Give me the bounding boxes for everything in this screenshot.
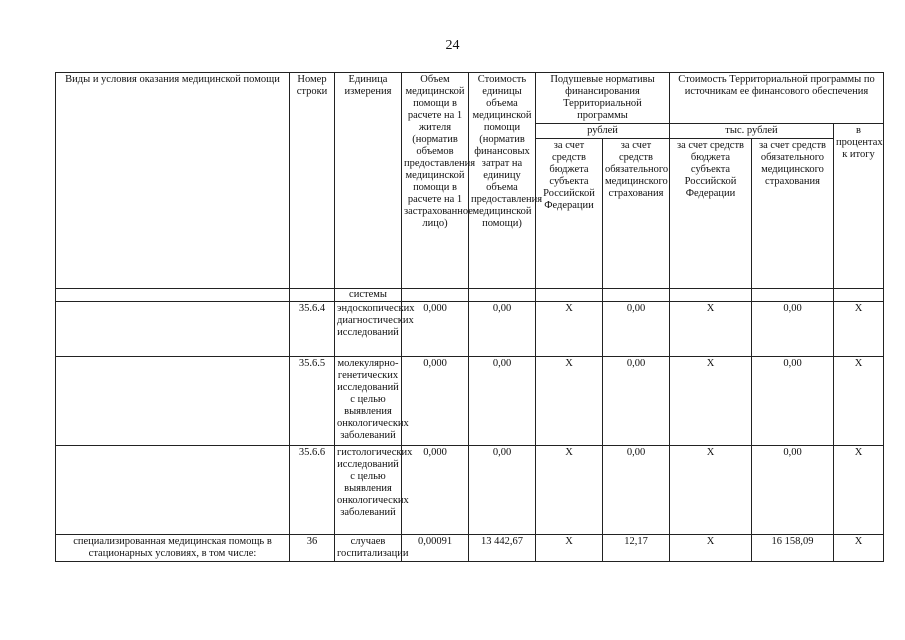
table-row — [56, 535, 884, 562]
row-percent: X — [834, 535, 884, 562]
row-cost: 0,00 — [469, 357, 536, 446]
row-budget-rub: X — [536, 302, 603, 357]
row-oms-thousand: 0,00 — [752, 302, 834, 357]
row-number: 35.6.4 — [290, 302, 335, 357]
row-type — [56, 357, 290, 446]
row-type — [56, 446, 290, 535]
header-budget-thousand: за счет средств бюджета субъекта Российской Федерации — [670, 139, 752, 289]
page-number: 24 — [445, 38, 460, 53]
row-number: 35.6.5 — [290, 357, 335, 446]
table-row — [56, 446, 884, 535]
row-budget-rub: X — [536, 357, 603, 446]
row-unit: случаев госпитализации — [335, 535, 402, 562]
header-volume: Объем медицинской помощи в расчете на 1 жителя (норматив объемов предоставления медицинской помощи в расчете на 1 застрахованное лицо) — [402, 73, 469, 289]
header-oms-rub: за счет средств обязательного медицинского страхования — [603, 139, 670, 289]
row-budget-thousand: X — [670, 357, 752, 446]
header-budget-rub: за счет средств бюджета субъекта Российской Федерации — [536, 139, 603, 289]
header-thousand-rubles: тыс. рублей — [670, 124, 834, 139]
cont-number — [290, 289, 335, 302]
row-oms-rub: 12,17 — [603, 535, 670, 562]
medical-care-table — [55, 72, 884, 562]
row-oms-thousand: 0,00 — [752, 446, 834, 535]
row-oms-thousand: 16 158,09 — [752, 535, 834, 562]
header-unit: Единица измерения — [335, 73, 402, 289]
row-budget-rub: X — [536, 446, 603, 535]
header-per-capita: Подушевые нормативы финансирования Территориальной программы — [536, 73, 670, 124]
row-percent: X — [834, 446, 884, 535]
row-budget-thousand: X — [670, 446, 752, 535]
row-percent: X — [834, 357, 884, 446]
row-type: специализированная медицинская помощь в стационарных условиях, в том числе: — [56, 535, 290, 562]
header-rubles: рублей — [536, 124, 670, 139]
row-unit: гистологических исследований с целью выявления онкологических заболеваний — [335, 446, 402, 535]
header-row-1 — [56, 73, 884, 124]
header-percent: в процентах к итогу — [834, 124, 884, 289]
row-oms-rub: 0,00 — [603, 357, 670, 446]
row-percent: X — [834, 302, 884, 357]
row-unit: эндоскопических диагностических исследований — [335, 302, 402, 357]
row-oms-rub: 0,00 — [603, 446, 670, 535]
row-type — [56, 302, 290, 357]
header-cost: Стоимость единицы объема медицинской помощи (норматив финансовых затрат на единицу объема предоставления медицинской помощи) — [469, 73, 536, 289]
row-volume: 0,000 — [402, 446, 469, 535]
row-cost: 13 442,67 — [469, 535, 536, 562]
header-territorial-cost: Стоимость Территориальной программы по источникам ее финансового обеспечения — [670, 73, 884, 124]
row-number: 36 — [290, 535, 335, 562]
cont-type — [56, 289, 290, 302]
row-budget-rub: X — [536, 535, 603, 562]
row-oms-thousand: 0,00 — [752, 357, 834, 446]
row-cost: 0,00 — [469, 446, 536, 535]
continuation-row — [56, 289, 884, 302]
row-unit: молекулярно-генетических исследований с целью выявления онкологических заболеваний — [335, 357, 402, 446]
row-volume: 0,000 — [402, 302, 469, 357]
row-budget-thousand: X — [670, 302, 752, 357]
row-volume: 0,000 — [402, 357, 469, 446]
header-types: Виды и условия оказания медицинской помощи — [56, 73, 290, 289]
header-oms-thousand: за счет средств обязательного медицинского страхования — [752, 139, 834, 289]
header-row-number: Номер строки — [290, 73, 335, 289]
row-oms-rub: 0,00 — [603, 302, 670, 357]
table-row — [56, 357, 884, 446]
row-cost: 0,00 — [469, 302, 536, 357]
row-budget-thousand: X — [670, 535, 752, 562]
table-row — [56, 302, 884, 357]
row-volume: 0,00091 — [402, 535, 469, 562]
row-number: 35.6.6 — [290, 446, 335, 535]
cont-unit: системы — [335, 289, 402, 302]
